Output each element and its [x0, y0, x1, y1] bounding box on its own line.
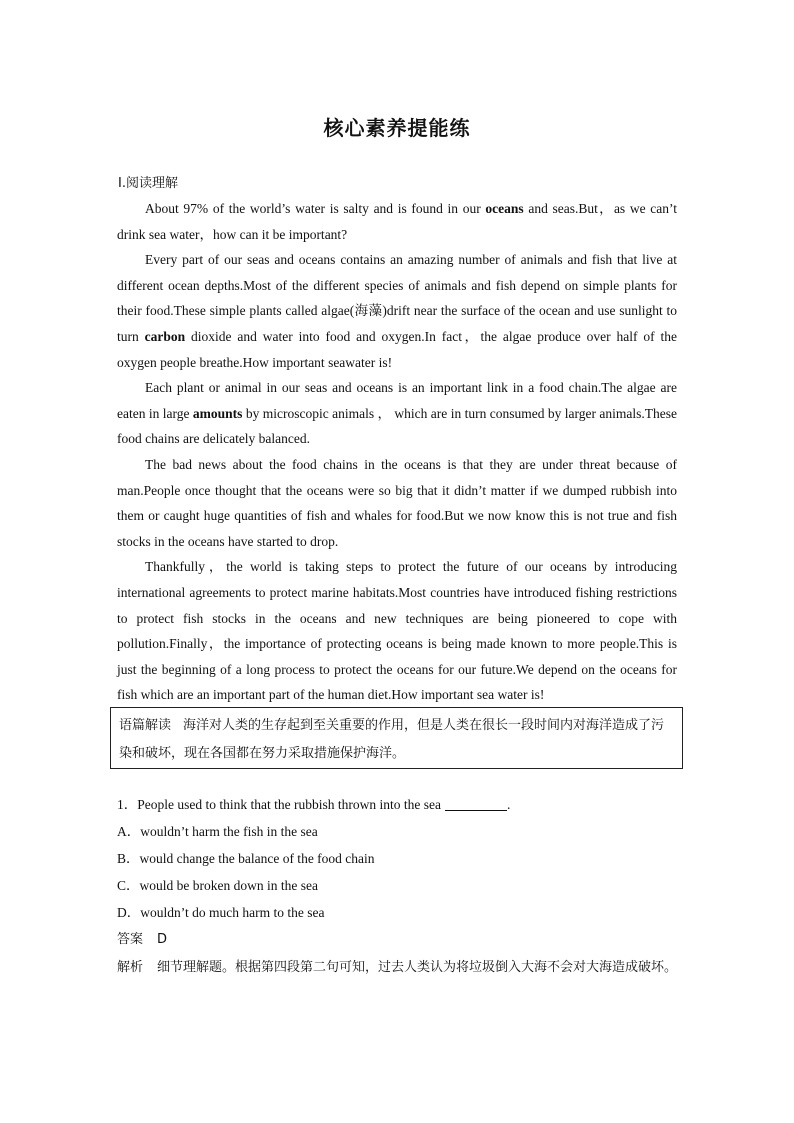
paragraph-3-bold-word: amounts	[192, 405, 243, 421]
reading-passage	[117, 196, 677, 708]
paragraph-3	[117, 375, 677, 452]
analysis-line	[117, 953, 682, 982]
paragraph-4: The bad news about the food chains in the oceans is that they are under threat because of man.People once thought that the oceans were so big that it didn’t matter if we dumped rubbish into them or caught huge quantities of fish and whales for food.But we now know this is not true and fish stocks in the oceans have started to drop.	[117, 456, 677, 549]
summary-box	[110, 707, 683, 769]
paragraph-2-text-a: Every part of our seas and oceans contains an amazing number of animals and fish that live at different ocean depths.Most of the different species of animals and fish depend on simple plants for their food.These simple plants called algae(海藻)drift near the surface of the ocean and use sunlight to turn	[117, 252, 677, 344]
question-stem-end: .	[506, 797, 511, 812]
paragraph-2-bold-word: carbon	[144, 328, 186, 344]
page-title: 核心素养提能练	[323, 116, 471, 140]
question-block	[117, 791, 682, 982]
analysis-text: 细节理解题。根据第四段第二句可知，过去人类认为将垃圾倒入大海不会对大海造成破坏。	[157, 960, 678, 975]
answer-blank	[445, 796, 507, 811]
answer-value: D	[157, 932, 168, 947]
question-stem	[117, 791, 682, 818]
paragraph-3-text-a: Each plant or animal in our seas and oceans is an important link in a food chain.The algae are eaten in large	[117, 380, 677, 421]
paragraph-3-text-c: by microscopic animals ， which are in turn consumed by larger animals.These food chains are delicately balanced.	[117, 405, 677, 447]
paragraph-1-text-a: About 97% of the world’s water is salty and is found in our	[145, 201, 486, 216]
question-stem-text: 1．People used to think that the rubbish thrown into the sea	[117, 797, 441, 812]
summary-text: 海洋对人类的生存起到至关重要的作用，但是人类在很长一段时间内对海洋造成了污染和破坏，现在各国都在努力采取措施保护海洋。	[119, 718, 665, 761]
option-b: B．would change the balance of the food chain	[117, 851, 375, 866]
answer-label: 答案	[117, 932, 144, 947]
paragraph-5: Thankfully，the world is taking steps to protect the future of our oceans by introducing international agreements to protect marine habitats.Most countries have introduced fishing restrictions to protect fish stocks in the oceans and new techniques are being pioneered to cope with pollution.Finally，the importance of protecting oceans is being made known to more people.This is just the beginning of a long process to protect the oceans for our future.We depend on the oceans for fish which are an important part of the human diet.How important sea water is!	[117, 559, 677, 703]
paragraph-1-text-c: and seas.But，as we can’t drink sea water，how can it be important?	[117, 201, 678, 242]
option-c: C．would be broken down in the sea	[117, 878, 318, 893]
paragraph-2-text-c: dioxide and water into food and oxygen.In fact，the algae produce over half of the oxygen people breathe.How important seawater is!	[117, 328, 677, 370]
option-d: D．wouldn’t do much harm to the sea	[117, 905, 325, 920]
analysis-label: 解析	[117, 960, 144, 975]
option-a: A．wouldn’t harm the fish in the sea	[117, 824, 318, 839]
paragraph-1	[117, 196, 677, 247]
paragraph-2	[117, 247, 677, 375]
summary-label: 语篇解读	[119, 718, 172, 733]
answer-line	[117, 926, 682, 953]
paragraph-1-bold-word: oceans	[485, 201, 524, 216]
section-heading: Ⅰ.阅读理解	[118, 176, 178, 191]
